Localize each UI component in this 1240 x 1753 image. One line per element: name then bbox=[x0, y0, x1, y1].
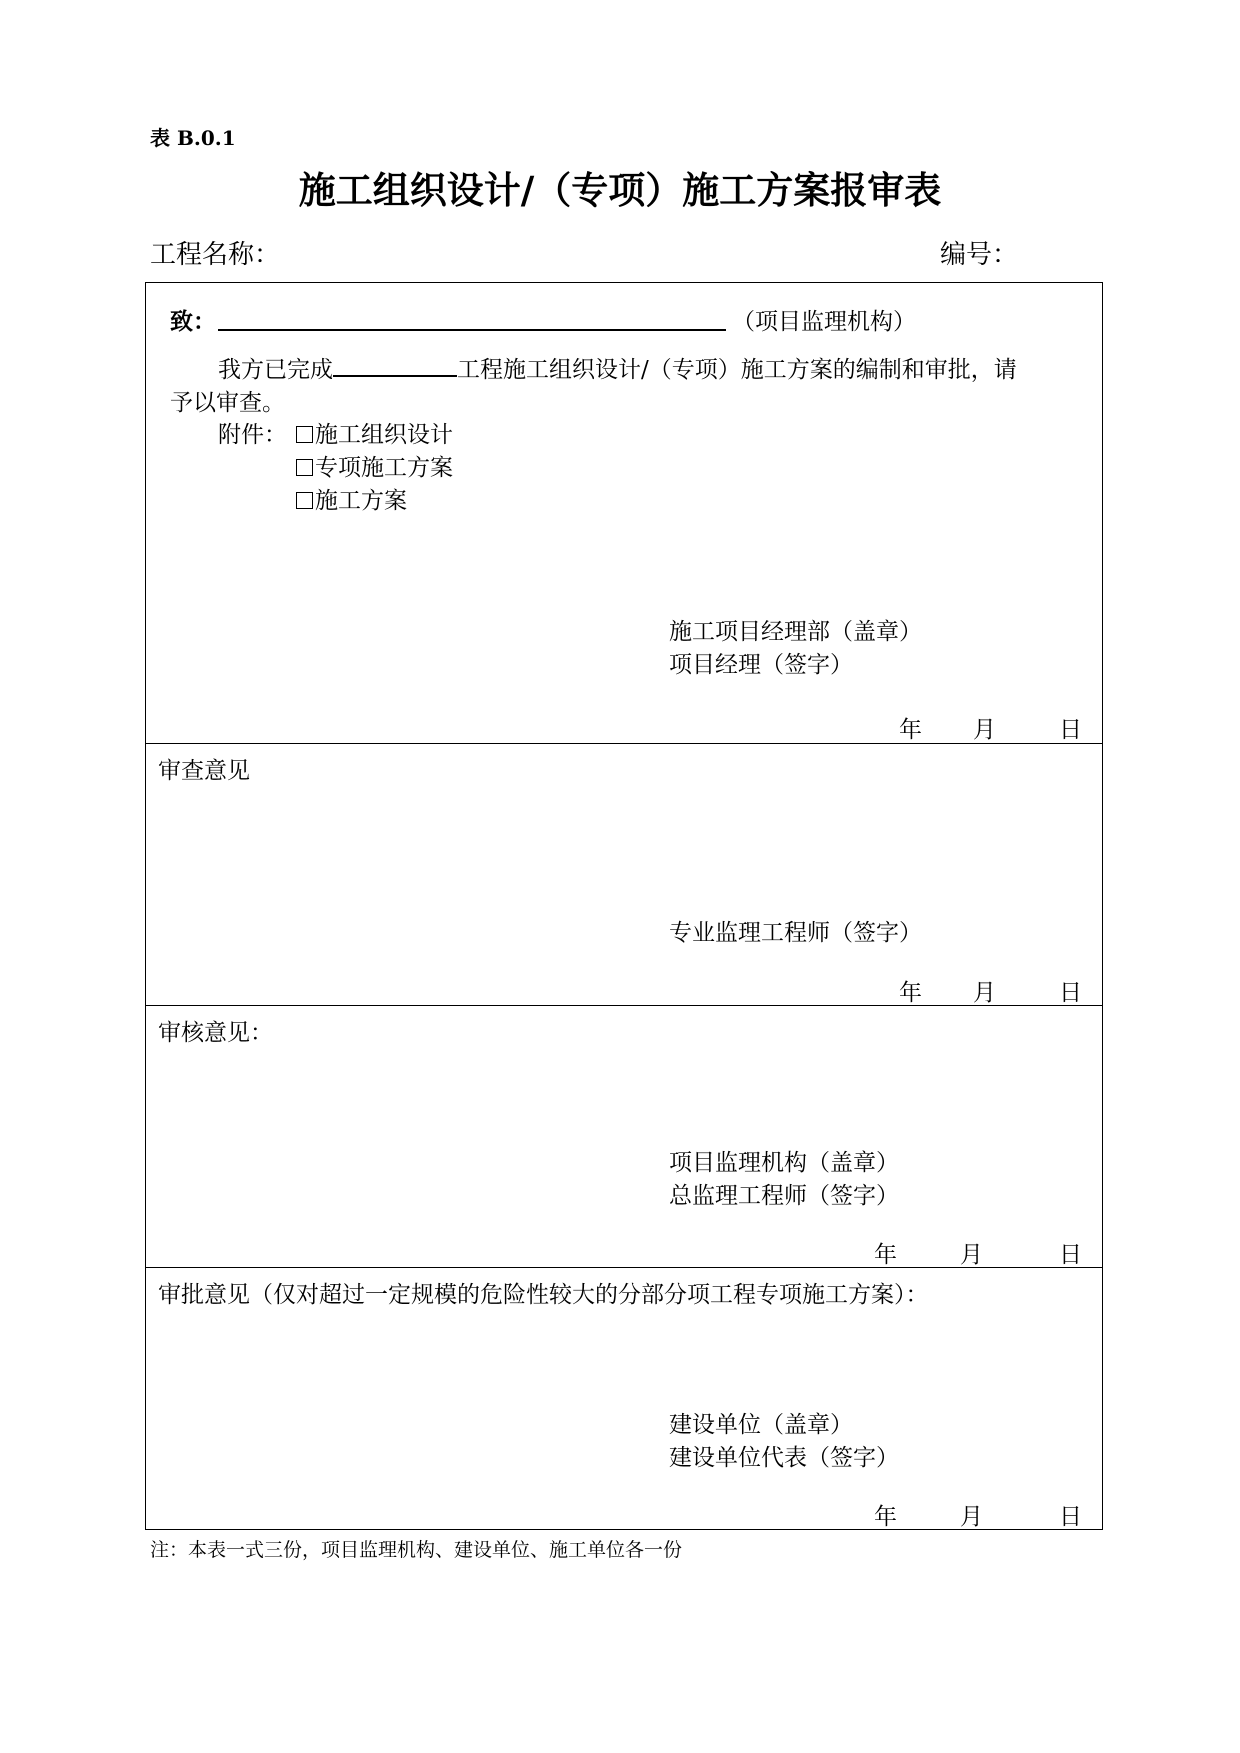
owner-representative-signature-label: 建设单位代表（签字） bbox=[669, 1445, 899, 1471]
owner-seal-label: 建设单位（盖章） bbox=[669, 1412, 853, 1438]
supervision-org-seal-label: 项目监理机构（盖章） bbox=[669, 1150, 899, 1176]
project-blank-line[interactable] bbox=[333, 353, 457, 377]
date-day-label: 日 bbox=[1059, 980, 1082, 1006]
attachments-label: 附件： bbox=[218, 422, 287, 448]
date-year-label: 年 bbox=[899, 717, 922, 743]
checkbox-icon[interactable] bbox=[296, 459, 313, 476]
intro-before-blank: 我方已完成 bbox=[218, 357, 333, 383]
contractor-seal-label: 施工项目经理部（盖章） bbox=[669, 619, 922, 645]
date-month-label: 月 bbox=[960, 1504, 983, 1530]
audit-heading: 审核意见： bbox=[158, 1020, 273, 1046]
submission-section bbox=[146, 283, 1102, 743]
date-day-label: 日 bbox=[1059, 1504, 1082, 1530]
recipient-blank-line[interactable] bbox=[218, 329, 726, 331]
review-section bbox=[146, 743, 1102, 1005]
intro-line-2: 予以审查。 bbox=[170, 390, 285, 416]
approval-heading: 审批意见（仅对超过一定规模的危险性较大的分部分项工程专项施工方案）： bbox=[158, 1282, 929, 1308]
date-month-label: 月 bbox=[960, 1242, 983, 1268]
date-day-label: 日 bbox=[1059, 717, 1082, 743]
date-day-label: 日 bbox=[1059, 1242, 1082, 1268]
date-year-label: 年 bbox=[899, 980, 922, 1006]
review-heading: 审查意见 bbox=[158, 758, 250, 784]
intro-after-blank: 工程施工组织设计/（专项）施工方案的编制和审批，请 bbox=[457, 357, 1017, 383]
date-year-label: 年 bbox=[874, 1242, 897, 1268]
attachment-label: 施工组织设计 bbox=[315, 422, 453, 448]
form-number-label: 编号： bbox=[940, 240, 1019, 270]
supervising-engineer-signature-label: 专业监理工程师（签字） bbox=[669, 920, 922, 946]
checkbox-icon[interactable] bbox=[296, 492, 313, 509]
to-label: 致： bbox=[170, 308, 216, 335]
project-manager-signature-label: 项目经理（签字） bbox=[669, 652, 853, 678]
attachment-label: 施工方案 bbox=[315, 488, 407, 514]
attachment-label: 专项施工方案 bbox=[315, 455, 453, 481]
approval-section bbox=[146, 1267, 1102, 1529]
date-month-label: 月 bbox=[973, 717, 996, 743]
date-year-label: 年 bbox=[874, 1504, 897, 1530]
attachment-item bbox=[296, 416, 453, 449]
audit-section bbox=[146, 1005, 1102, 1267]
form-title: 施工组织设计/（专项）施工方案报审表 bbox=[298, 168, 942, 212]
review-form-table bbox=[145, 282, 1103, 1530]
chief-engineer-signature-label: 总监理工程师（签字） bbox=[669, 1183, 899, 1209]
checkbox-icon[interactable] bbox=[296, 426, 313, 443]
table-number: 表 B.0.1 bbox=[150, 126, 236, 150]
to-suffix: （项目监理机构） bbox=[732, 309, 916, 335]
date-month-label: 月 bbox=[973, 980, 996, 1006]
intro-line-1 bbox=[218, 351, 1017, 384]
attachment-item bbox=[296, 449, 453, 482]
attachment-item bbox=[296, 482, 407, 515]
footer-note: 注：本表一式三份，项目监理机构、建设单位、施工单位各一份 bbox=[150, 1539, 683, 1561]
project-name-label: 工程名称： bbox=[150, 240, 281, 270]
